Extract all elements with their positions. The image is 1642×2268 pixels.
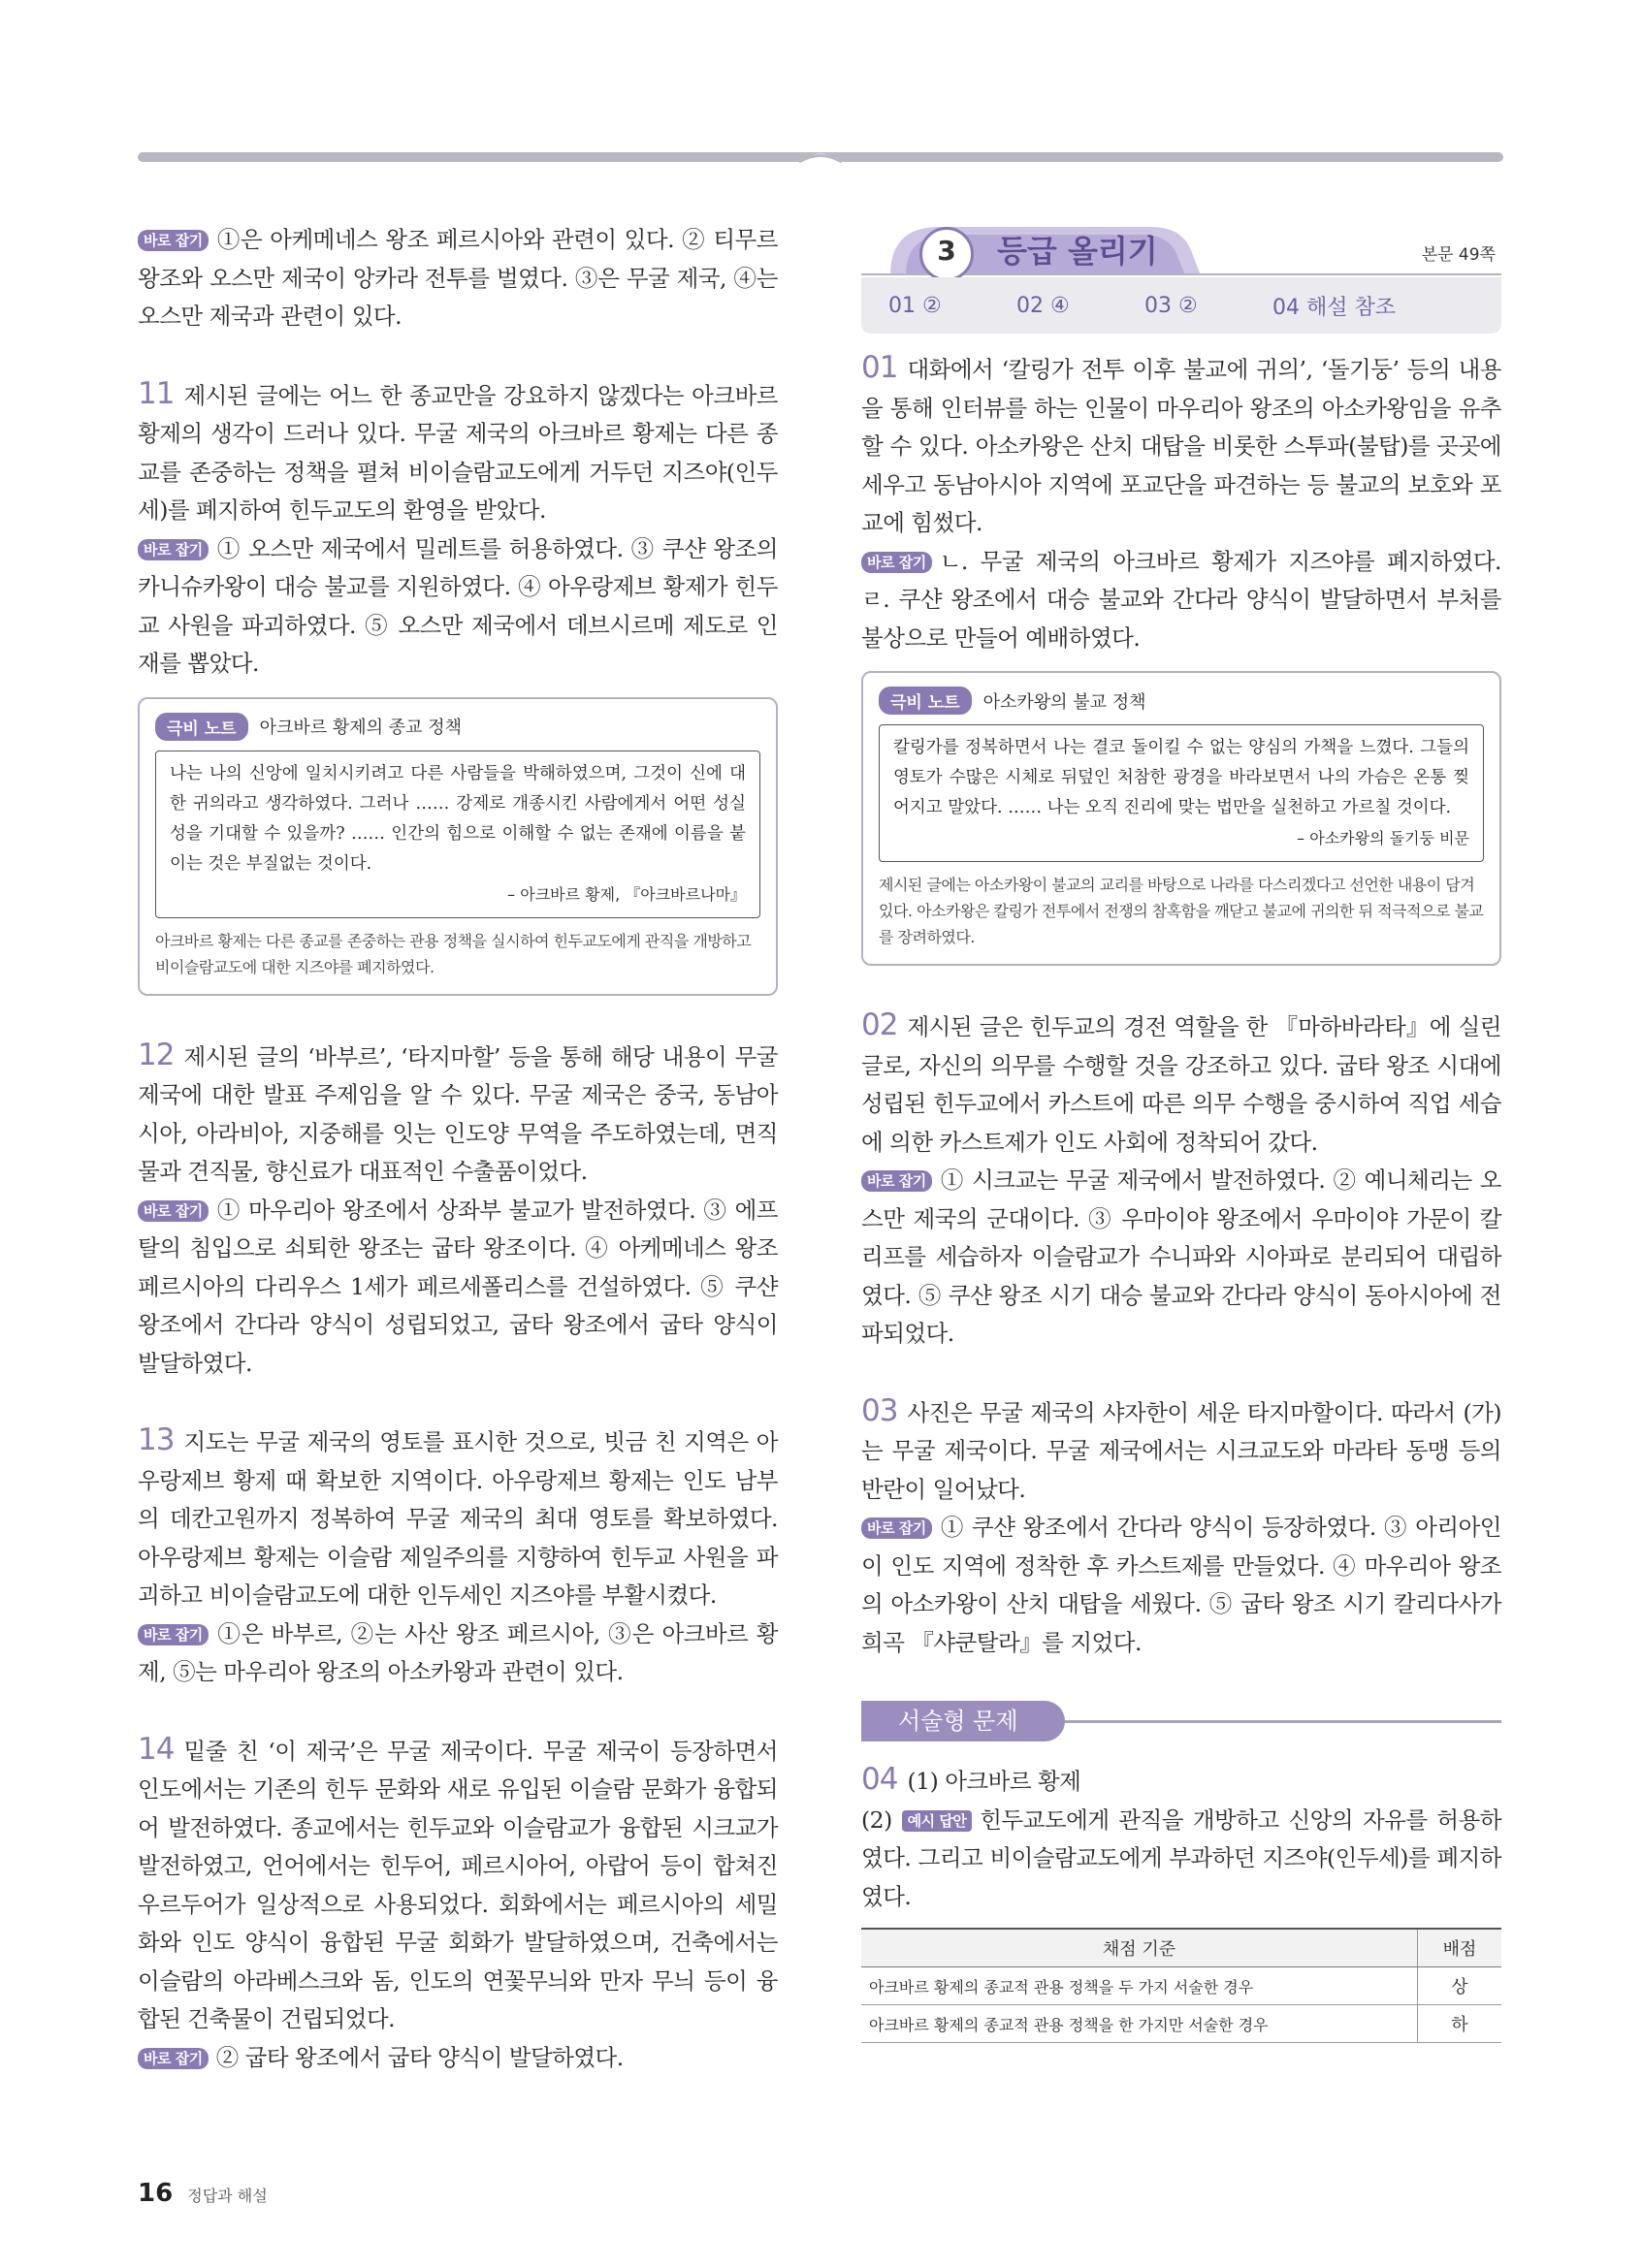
note-title: 아크바르 황제의 종교 정책 — [259, 718, 463, 738]
note-box-ashoka — [861, 671, 1501, 966]
barojabgi-badge: 바로 잡기 — [861, 1517, 932, 1539]
left-column — [138, 221, 778, 2116]
question-13 — [138, 1421, 778, 1692]
intro-text: ①은 아케메네스 왕조 페르시아와 관련이 있다. ② 티무르 왕조와 오스만 제국이 앙카라 전투를 벌였다. ③은 무굴 제국, ④는 오스만 제국과 관련이 있다. — [138, 226, 778, 330]
grade-cell: 상 — [1418, 1967, 1502, 2005]
note-tag: 극비 노트 — [155, 713, 248, 741]
grade-cell: 하 — [1418, 2005, 1502, 2043]
note-tag: 극비 노트 — [879, 687, 972, 715]
stage-number-badge — [919, 227, 974, 281]
question-14 — [138, 1731, 778, 2078]
barojabgi-badge: 바로 잡기 — [138, 230, 209, 251]
correction-text: ①은 바부르, ②는 사산 왕조 페르시아, ③은 아크바르 황제, ⑤는 마우리아 왕조의 아소카왕과 관련이 있다. — [138, 1619, 778, 1685]
answer-02: 02 ④ — [1016, 293, 1070, 318]
note-summary: 제시된 글에는 아소카왕이 불교의 교리를 바탕으로 나라를 다스리겠다고 선언한 내용이 담겨 있다. 아소카왕은 칼링가 전투에서 전쟁의 참혹함을 깨닫고 불교에 귀의한 뒤 적극적으로 불교를 장려하였다. — [879, 876, 1484, 946]
criteria-cell: 아크바르 황제의 종교적 관용 정책을 두 가지 서술한 경우 — [861, 1967, 1418, 2005]
answer-04: 04 해설 참조 — [1272, 295, 1396, 320]
question-text: 제시된 글에는 어느 한 종교만을 강요하지 않겠다는 아크바르 황제의 생각이 드러나 있다. 무굴 제국의 아크바르 황제는 다른 종교를 존중하는 정책을 펼쳐 비이슬람교도에게 거두던 지즈야(인두세)를 폐지하여 힌두교도의 환영을 받았다. — [138, 381, 778, 524]
right-column — [861, 221, 1501, 2043]
answer-03: 03 ② — [1144, 293, 1198, 318]
essay-section-header — [861, 1701, 1501, 1743]
note-summary: 아크바르 황제는 다른 종교를 존중하는 관용 정책을 실시하여 힌두교도에게 관직을 개방하고 비이슬람교도에 대한 지즈야를 폐지하였다. — [155, 931, 752, 976]
question-number: 04 — [861, 1762, 898, 1797]
page-number: 16 — [138, 2179, 174, 2208]
question-text: 사진은 무굴 제국의 샤자한이 세운 타지마할이다. 따라서 (가)는 무굴 제국이다. 무굴 제국에서는 시크교도와 마라타 동맹 등의 반란이 일어났다. — [861, 1398, 1501, 1503]
question-number: 02 — [861, 1007, 898, 1042]
correction-text: ② 굽타 왕조에서 굽타 양식이 발달하였다. — [215, 2043, 624, 2071]
question-text: 지도는 무굴 제국의 영토를 표시한 것으로, 빗금 친 지역은 아우랑제브 황제 때 확보한 지역이다. 아우랑제브 황제는 인도 남부의 데칸고원까지 정복하여 무굴 제국의 최대 영토를 확보하였다. 아우랑제브 황제는 이슬람 제일주의를 지향하여 힌두교 사원을 파괴하고 비이슬람교도에 대한 인두세인 지즈야를 부활시켰다. — [138, 1428, 778, 1609]
stage-reference: 본문 49쪽 — [1421, 245, 1496, 265]
criteria-cell: 아크바르 황제의 종교적 관용 정책을 한 가지만 서술한 경우 — [861, 2005, 1418, 2043]
essay-divider — [1055, 1720, 1501, 1723]
table-row — [861, 1967, 1501, 2005]
page-label: 정답과 해설 — [187, 2187, 268, 2205]
question-number: 03 — [861, 1392, 898, 1428]
question-number: 12 — [138, 1037, 175, 1072]
essay-label: 서술형 문제 — [861, 1701, 1065, 1741]
note-box-akbar — [138, 697, 778, 996]
quote-box — [879, 724, 1484, 862]
question-03 — [861, 1392, 1501, 1663]
table-row — [861, 2005, 1501, 2043]
question-number: 01 — [861, 350, 898, 385]
barojabgi-badge: 바로 잡기 — [861, 1170, 932, 1192]
correction-text: ① 시크교는 무굴 제국에서 발전하였다. ② 예니체리는 오스만 제국의 군대이다. ③ 우마이야 왕조에서 우마이야 가문이 칼리프를 세습하자 이슬람교가 수니파와 시아파로 분리되어 대립하였다. ⑤ 쿠샨 왕조 시기 대승 불교와 간다라 양식이 동아시아에 전파되었다. — [861, 1166, 1501, 1347]
question-text: 제시된 글은 힌두교의 경전 역할을 한 『마하바라타』에 실린 글로, 자신의 의무를 수행할 것을 강조하고 있다. 굽타 왕조 시대에 성립된 힌두교에서 카스트에 따른 의무 수행을 중시하여 직업 세습에 의한 카스트제가 인도 사회에 정착되어 갔다. — [861, 1013, 1501, 1156]
question-01 — [861, 349, 1501, 657]
answer-key-bar — [861, 277, 1501, 334]
question-12 — [138, 1037, 778, 1384]
barojabgi-badge: 바로 잡기 — [861, 552, 932, 573]
answer-part-2-prefix: (2) — [861, 1805, 892, 1834]
criteria-header: 채점 기준 — [861, 1929, 1418, 1967]
correction-text: ① 마우리아 왕조에서 상좌부 불교가 발전하였다. ③ 에프탈의 침입으로 쇠퇴한 왕조는 굽타 왕조이다. ④ 아케메네스 왕조 페르시아의 다리우스 1세가 페르세폴리스를 건설하였다. ⑤ 쿠샨 왕조에서 간다라 양식이 성립되었고, 굽타 왕조에서 굽타 양식이 발달하였다. — [138, 1196, 778, 1377]
top-divider-bar — [138, 149, 1503, 167]
question-text: 제시된 글의 ‘바부르’, ‘타지마할’ 등을 통해 해당 내용이 무굴 제국에 대한 발표 주제임을 알 수 있다. 무굴 제국은 중국, 동남아시아, 아라비아, 지중해를 잇는 인도양 무역을 주도하였는데, 면직물과 견직물, 향신료가 대표적인 수출품이었다. — [138, 1042, 778, 1185]
quote-source: – 아크바르 황제, 『아크바르나마』 — [507, 884, 746, 904]
question-text: 대화에서 ‘칼링가 전투 이후 불교에 귀의’, ‘돌기둥’ 등의 내용을 통해 인터뷰를 하는 인물이 마우리아 왕조의 아소카왕임을 유추할 수 있다. 아소카왕은 산치 대탑을 비롯한 스투파(불탑)를 곳곳에 세우고 동남아시아 지역에 포교단을 파견하는 등 불교의 보호와 포교에 힘썼다. — [861, 356, 1501, 536]
answer-part-1: (1) 아크바르 황제 — [907, 1768, 1081, 1795]
scoring-header-row — [861, 1929, 1501, 1967]
question-number: 11 — [138, 375, 175, 411]
barojabgi-badge: 바로 잡기 — [138, 2048, 209, 2069]
quote-box — [155, 751, 760, 918]
question-04 — [861, 1761, 1501, 1916]
page-footer — [138, 2179, 268, 2208]
intro-correction — [138, 221, 778, 336]
quote-source: – 아소카왕의 돌기둥 비문 — [1297, 829, 1469, 847]
example-answer-badge: 예시 답안 — [902, 1810, 973, 1832]
correction-text: ① 오스만 제국에서 밀레트를 허용하였다. ③ 쿠샨 왕조의 카니슈카왕이 대승 불교를 지원하였다. ④ 아우랑제브 황제가 힌두교 사원을 파괴하였다. ⑤ 오스만 제국에서 데브시르메 제도로 인재를 뽑았다. — [138, 534, 778, 677]
answer-01: 01 ② — [888, 293, 942, 318]
correction-text: ① 쿠샨 왕조에서 간다라 양식이 등장하였다. ③ 아리아인이 인도 지역에 정착한 후 카스트제를 만들었다. ④ 마우리아 왕조의 아소카왕이 산치 대탑을 세웠다. ⑤ 굽타 왕조 시기 칼리다사가 희곡 『샤쿤탈라』를 지었다. — [861, 1514, 1501, 1656]
question-11 — [138, 375, 778, 684]
stage-title: 등급 올리기 — [997, 233, 1158, 270]
stage-number: 3 — [937, 235, 956, 267]
grade-header: 배점 — [1418, 1929, 1502, 1967]
correction-text: ㄴ. 무굴 제국의 아크바르 황제가 지즈야를 폐지하였다. ㄹ. 쿠샨 왕조에서 대승 불교와 간다라 양식이 발달하면서 부처를 불상으로 만들어 예배하였다. — [861, 547, 1501, 652]
barojabgi-badge: 바로 잡기 — [138, 1624, 209, 1645]
question-number: 13 — [138, 1422, 175, 1457]
barojabgi-badge: 바로 잡기 — [138, 1200, 209, 1222]
question-number: 14 — [138, 1731, 175, 1767]
note-title: 아소카왕의 불교 정책 — [982, 691, 1146, 713]
stage-header — [861, 221, 1501, 330]
quote-text: 칼링가를 정복하면서 나는 결코 돌이킬 수 없는 양심의 가책을 느꼈다. 그들의 영토가 수많은 시체로 뒤덮인 처참한 광경을 바라보면서 나의 가슴은 온통 찢어지고 말았다. …… 나는 오직 진리에 맞는 법만을 실천하고 가르칠 것이다. — [893, 738, 1469, 817]
quote-text: 나는 나의 신앙에 일치시키려고 다른 사람들을 박해하였으며, 그것이 신에 대한 귀의라고 생각하였다. 그러나 …… 강제로 개종시킨 사람에게서 어떤 성실성을 기대할 수 있을까? …… 인간의 힘으로 이해할 수 없는 존재에 이름을 붙이는 것은 부질없는 것이다. — [170, 763, 746, 874]
barojabgi-badge: 바로 잡기 — [138, 539, 209, 560]
question-text: 밑줄 친 ‘이 제국’은 무굴 제국이다. 무굴 제국이 등장하면서 인도에서는 기존의 힌두 문화와 새로 유입된 이슬람 문화가 융합되어 발전하였다. 종교에서는 힌두교와 이슬람교가 융합된 시크교가 발전하였고, 언어에서는 힌두어, 페르시아어, 아랍어 등이 합쳐진 우르두어가 일상적으로 사용되었다. 회화에서는 페르시아의 세밀화와 인도 양식이 융합된 무굴 회화가 발달하였으며, 건축에서는 이슬람의 아라베스크와 돔, 인도의 연꽃무늬와 만자 무늬 등이 융합된 건축물이 건립되었다. — [138, 1737, 778, 2032]
question-02 — [861, 1006, 1501, 1354]
answer-part-2: 힌두교도에게 관직을 개방하고 신앙의 자유를 허용하였다. 그리고 비이슬람교도에게 부과하던 지즈야(인두세)를 폐지하였다. — [861, 1805, 1501, 1910]
scoring-table — [861, 1928, 1501, 2043]
